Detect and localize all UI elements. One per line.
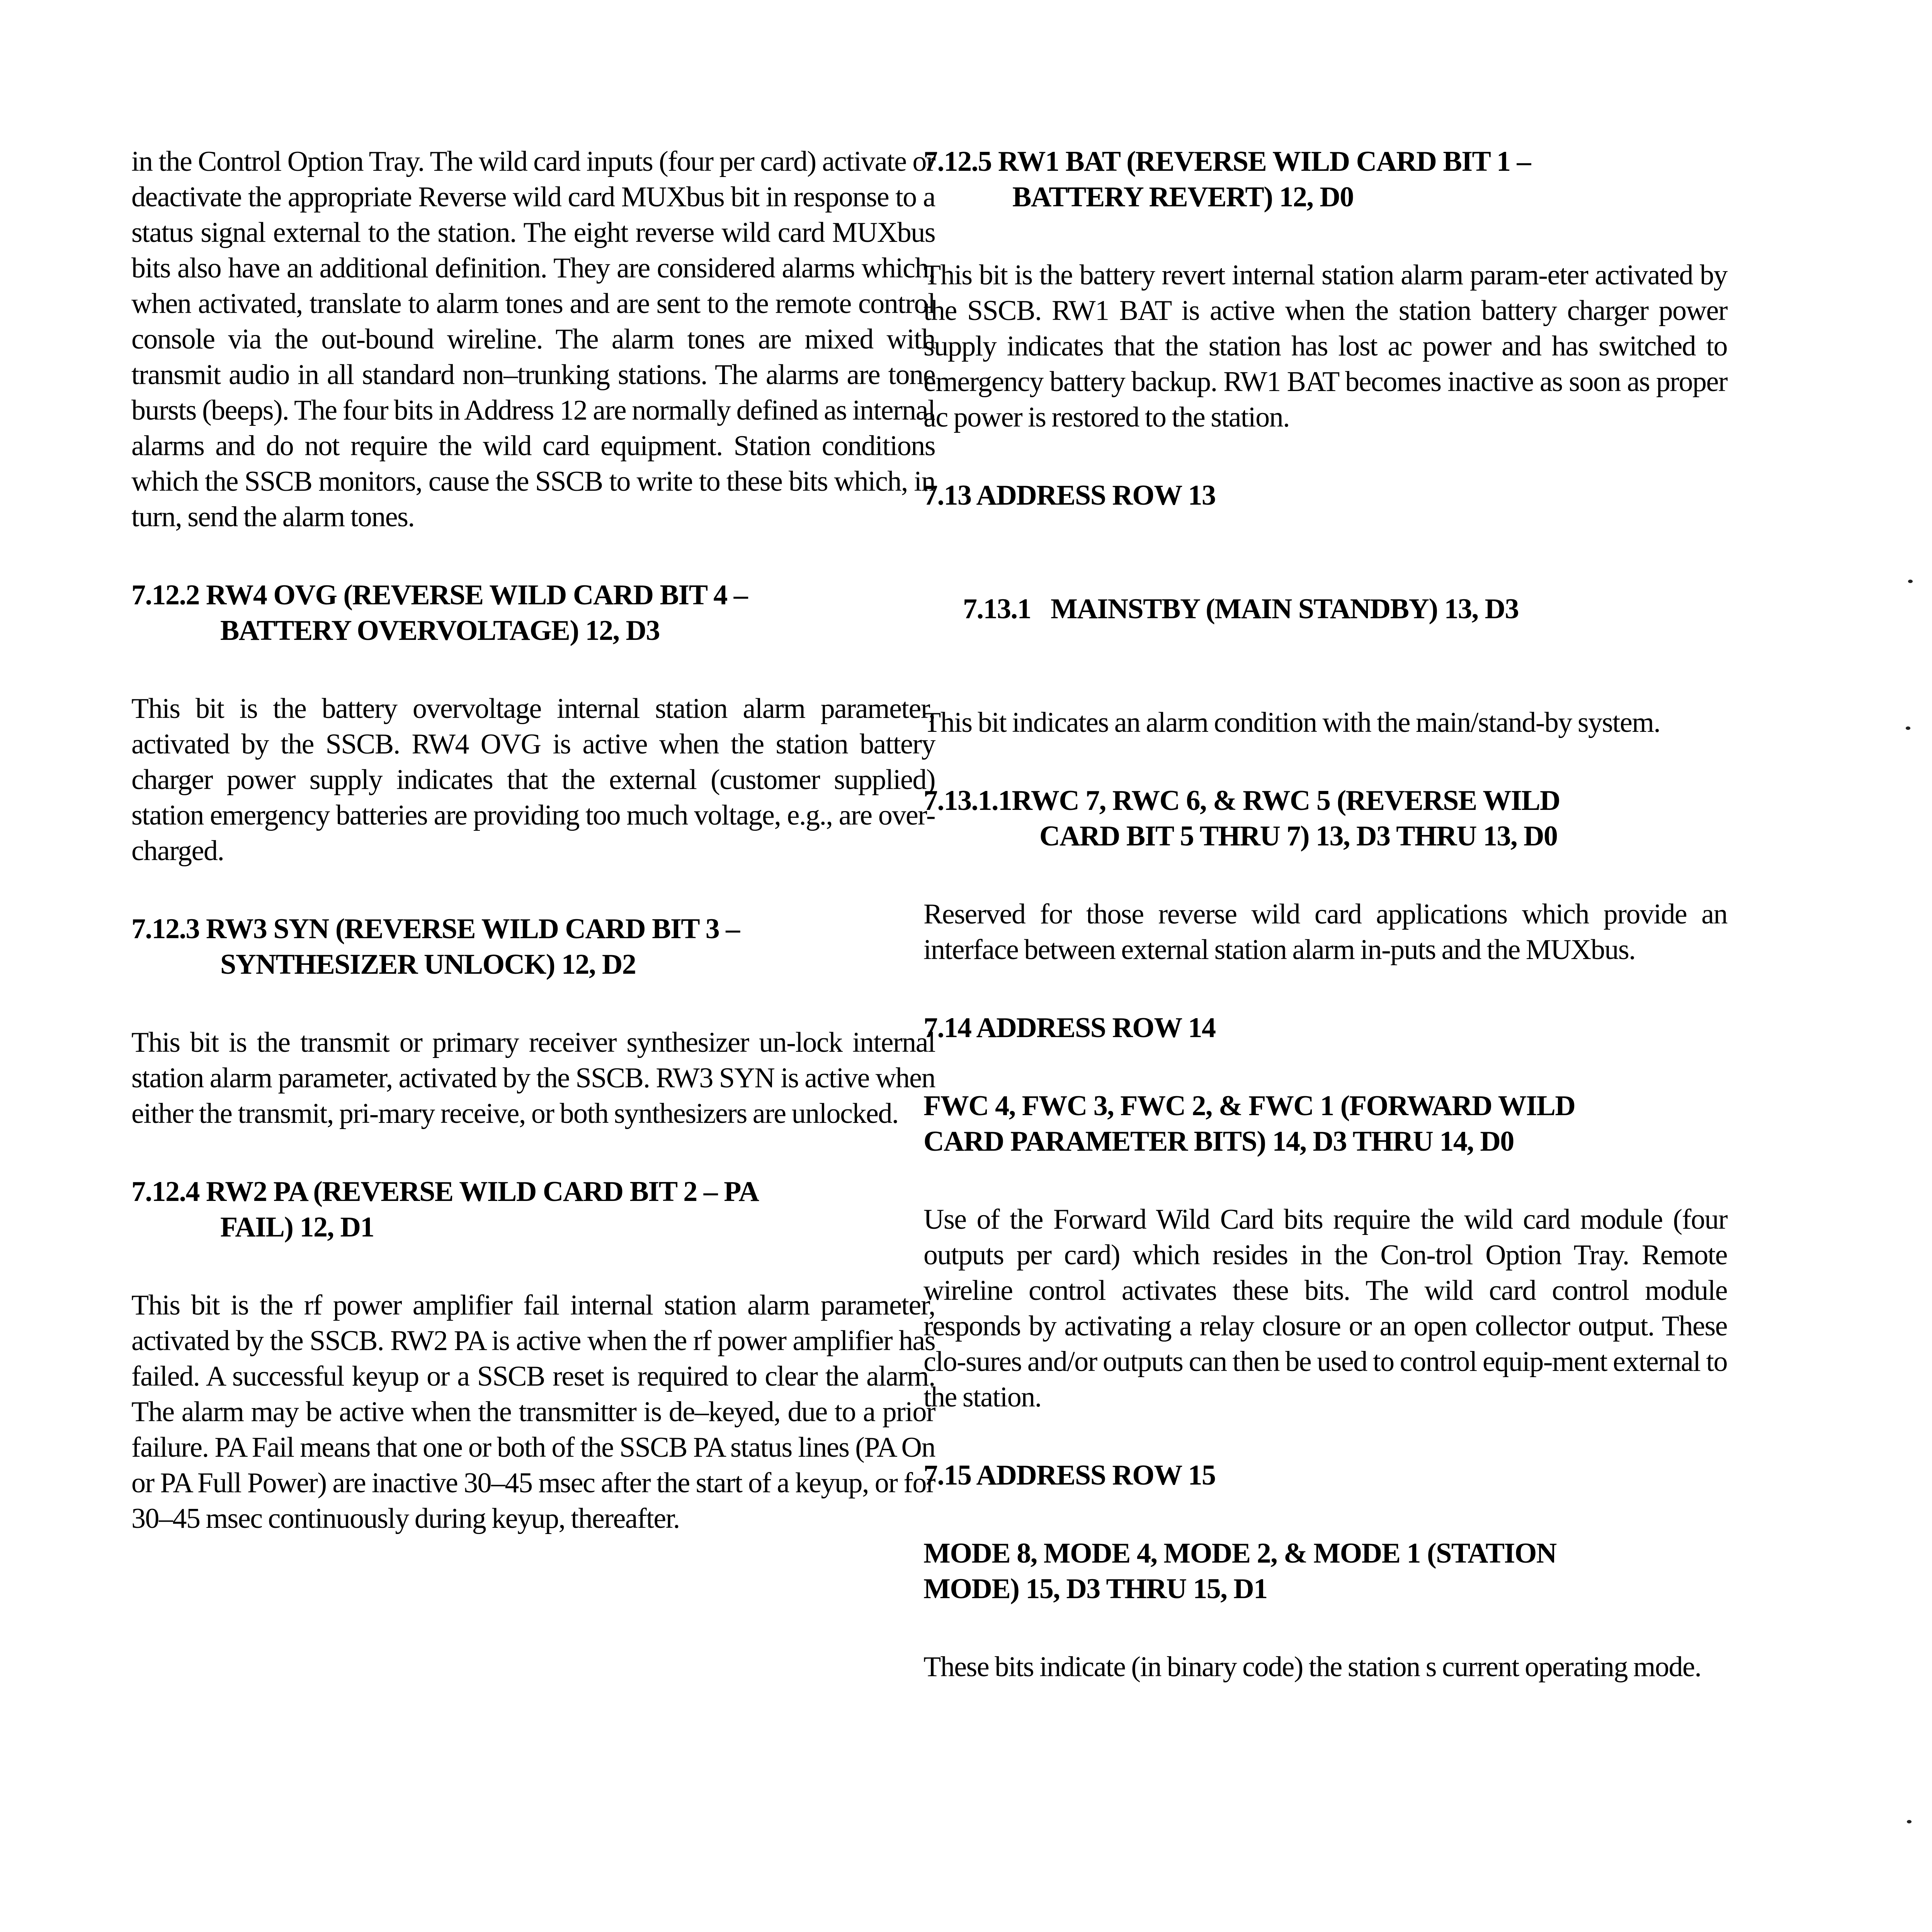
heading-line-continued: FAIL) 12, D1 xyxy=(220,1211,374,1243)
section-body-7-13-1-1: Reserved for those reverse wild card applications which provide an interface between external station alarm in-puts and the MUXbus. xyxy=(923,898,1727,966)
section-body-mode: These bits indicate (in binary code) the station s current operating mode. xyxy=(923,1651,1701,1683)
heading-line-continued: CARD BIT 5 THRU 7) 13, D3 THRU 13, D0 xyxy=(1039,820,1558,852)
section-heading-7-13-1-1 xyxy=(923,783,1727,854)
section-heading-7-14 xyxy=(923,1010,1727,1046)
section-heading-7-12-2 xyxy=(131,577,935,648)
section-heading-7-15 xyxy=(923,1458,1727,1493)
scan-speck xyxy=(1906,726,1910,730)
section-body-fwc: Use of the Forward Wild Card bits require the wild card module (four outputs per card) which resides in the Con-trol Option Tray. Remote wireline control activates these bits. The wild card control module responds by activating a relay closure or an open collector output. These clo-sures and/or outputs can then be used to control equip-ment external to the station. xyxy=(923,1204,1727,1413)
heading-line: 7.12.3 RW3 SYN (REVERSE WILD CARD BIT 3 – xyxy=(131,913,740,945)
scan-speck xyxy=(1907,1820,1912,1823)
heading-line: FWC 4, FWC 3, FWC 2, & FWC 1 (FORWARD WILD xyxy=(923,1090,1575,1122)
heading-line: 7.15 ADDRESS ROW 15 xyxy=(923,1459,1216,1491)
right-column xyxy=(923,144,1727,1727)
section-heading-mode xyxy=(923,1536,1727,1607)
section-heading-7-13-1 xyxy=(923,556,1727,662)
heading-line: 7.14 ADDRESS ROW 14 xyxy=(923,1012,1216,1044)
scan-speck xyxy=(1908,580,1913,583)
heading-line: 7.12.2 RW4 OVG (REVERSE WILD CARD BIT 4 – xyxy=(131,579,748,611)
heading-line: 7.13.1.1RWC 7, RWC 6, & RWC 5 (REVERSE WILD xyxy=(923,785,1560,816)
section-body-7-13-1: This bit indicates an alarm condition with the main/stand-by system. xyxy=(923,707,1660,738)
section-body-7-12-5: This bit is the battery revert internal station alarm param-eter activated by the SSCB. RW1 BAT is active when the station battery charger power supply indicates that the station has lost ac power and has switched to emergency battery backup. RW1 BAT becomes inactive as soon as proper ac power is restored to the station. xyxy=(923,259,1727,433)
heading-line-continued: CARD PARAMETER BITS) 14, D3 THRU 14, D0 xyxy=(923,1126,1514,1157)
heading-line: 7.12.4 RW2 PA (REVERSE WILD CARD BIT 2 – PA xyxy=(131,1176,759,1208)
heading-line: 7.12.5 RW1 BAT (REVERSE WILD CARD BIT 1 – xyxy=(923,146,1531,177)
heading-line-continued: BATTERY REVERT) 12, D0 xyxy=(1012,181,1354,213)
heading-line: MODE 8, MODE 4, MODE 2, & MODE 1 (STATION xyxy=(923,1537,1556,1569)
heading-line: 7.13.1 MAINSTBY (MAIN STANDBY) 13, D3 xyxy=(963,593,1519,625)
heading-line-continued: SYNTHESIZER UNLOCK) 12, D2 xyxy=(220,949,636,980)
section-body-7-12-3: This bit is the transmit or primary receiver synthesizer un-lock internal station alarm parameter, activated by the SSCB. RW3 SYN is active when either the transmit, pri-mary receive, or both synthesizers are unlocked. xyxy=(131,1027,935,1129)
heading-line: 7.13 ADDRESS ROW 13 xyxy=(923,480,1216,511)
section-heading-7-13 xyxy=(923,478,1727,513)
section-heading-7-12-4 xyxy=(131,1174,935,1245)
section-heading-7-12-5 xyxy=(923,144,1727,215)
heading-line-continued: BATTERY OVERVOLTAGE) 12, D3 xyxy=(220,615,660,646)
section-body-7-12-4: This bit is the rf power amplifier fail internal station alarm parameter, activated by the SSCB. RW2 PA is active when the rf power amplifier has failed. A successful keyup or a SSCB reset is required to clear the alarm. The alarm may be active when the transmitter is de–keyed, due to a prior failure. PA Fail means that one or both of the SSCB PA status lines (PA On or PA Full Power) are inactive 30–45 msec after the start of a keyup, or for 30–45 msec continuously during keyup, thereafter. xyxy=(131,1289,935,1534)
heading-line-continued: MODE) 15, D3 THRU 15, D1 xyxy=(923,1573,1267,1605)
section-heading-fwc xyxy=(923,1088,1727,1159)
section-body-7-12-2: This bit is the battery overvoltage internal station alarm parameter, activated by the SSCB. RW4 OVG is active when the station battery charger power supply indicates that the external (customer supplied) station emergency batteries are providing too much voltage, e.g., are over-charged. xyxy=(131,693,935,867)
intro-paragraph: in the Control Option Tray. The wild card inputs (four per card) activate or deactivate the appropriate Reverse wild card MUXbus bit in response to a status signal external to the station. The eight reverse wild card MUXbus bits also have an additional definition. They are considered alarms which, when activated, translate to alarm tones and are sent to the remote control console via the out-bound wireline. The alarm tones are mixed with transmit audio in all standard non–trunking stations. The alarms are tone bursts (beeps). The four bits in Address 12 are normally defined as internal alarms and do not require the wild card equipment. Station conditions which the SSCB monitors, cause the SSCB to write to these bits which, in turn, send the alarm tones. xyxy=(131,146,935,533)
section-heading-7-12-3 xyxy=(131,911,935,982)
left-column xyxy=(131,144,935,1579)
